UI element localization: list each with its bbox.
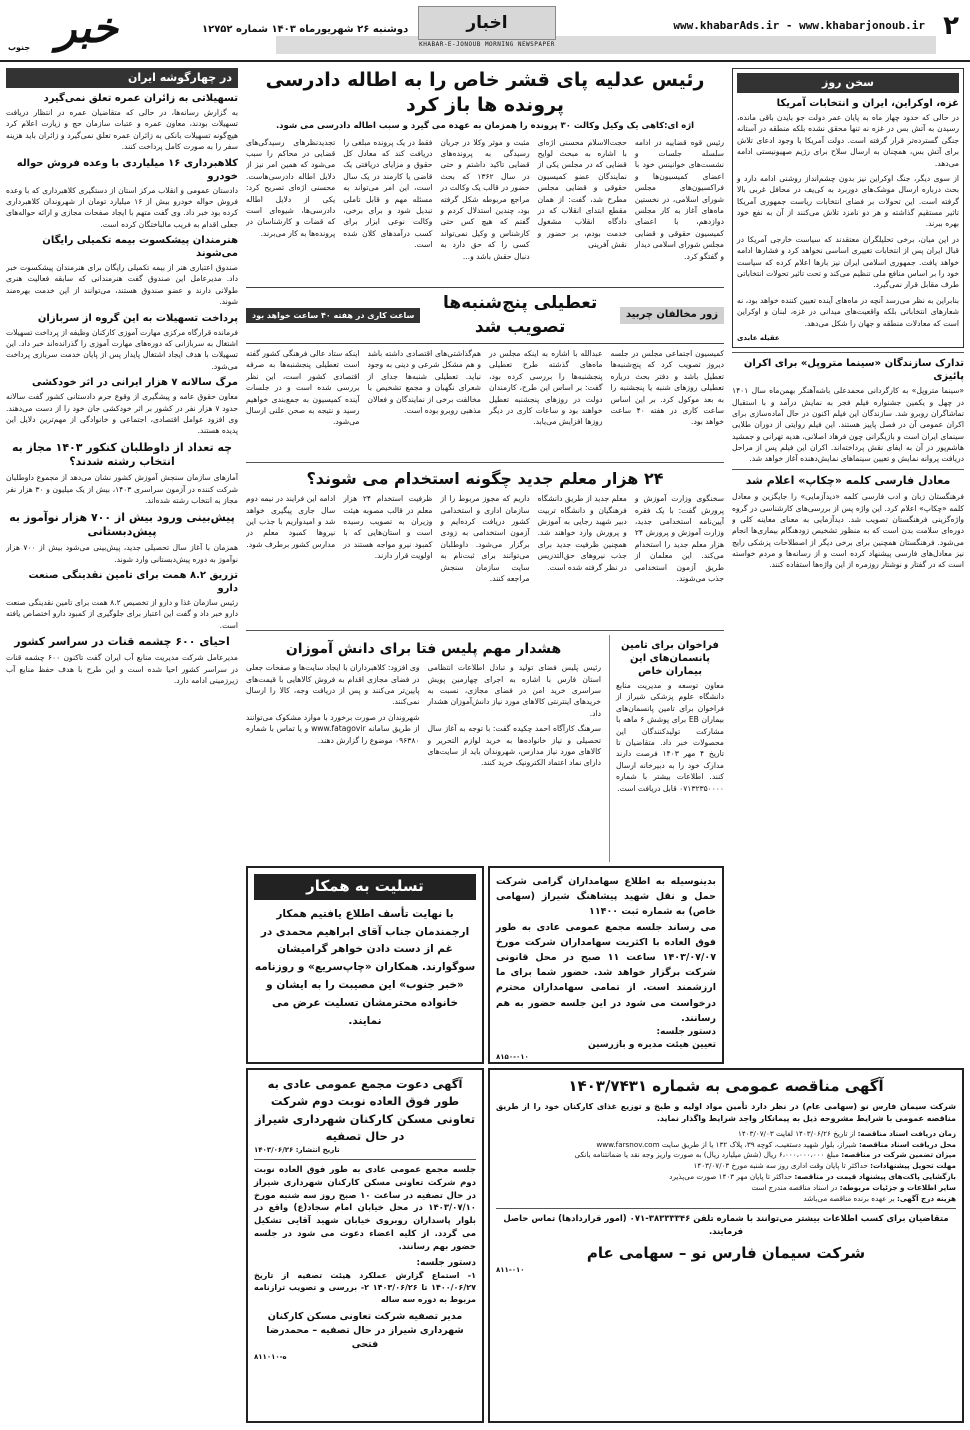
coop-title: آگهی دعوت مجمع عمومی عادی به طور فوق العاده نوبت دوم شرکت تعاونی مسکن کارکنان شهرداری شیراز در حال تصفیه xyxy=(254,1077,476,1143)
tender-row xyxy=(496,1161,956,1172)
tender-label: مهلت تحویل پیشنهادات: xyxy=(870,1161,956,1171)
article-column: مثبت و موثر وکلا در جریان رسیدگی به پرونده‌های قضایی تاکید داشتم و حتی در سال ۱۳۶۲ که بحث حضور در قالب یک وکالت در مراجع مربوطه شکل گرفته بود، چندین استدلال کردم و گفتم که هیچ کس حتی کارشناس و وکیل نمی‌تواند کسی را که حق دارد به دنبال حقش باشد و... xyxy=(440,137,530,261)
cinema-body: «سینما متروپل» به کارگردانی محمدعلی باشه‌آهنگر بهمن‌ماه سال ۱۴۰۱ در چهل و یکمین جشنواره فیلم فجر به نمایش درآمد و با استقبال تماشاگران روبرو شد. سازندگان این فیلم اکنون در حال آماده‌سازی برای اکران عمومی آن در فصل پاییز هستند. این فیلم روایتی از دوران طلایی سینمای ایران است و بازیگرانی چون فرهاد اصلانی، هدیه تهرانی و جمشید هاشم‌پور در آن به ایفای نقش پرداخته‌اند. اکران این فیلم پس از مراحل دریافت پروانه نمایش و تعیین سینماهای نمایش‌دهنده آغاز خواهد شد. xyxy=(732,386,964,464)
coop-signature: مدیر تصفیه شرکت تعاونی مسکن کارکنان شهرداری شیراز در حال تصفیه – محمدرضا فتحی xyxy=(266,1311,464,1350)
editorial-box xyxy=(732,68,964,348)
teachers-headline: ۲۴ هزار معلم جدید چگونه استخدام می شوند؟ xyxy=(306,468,664,488)
tender-title: آگهی مناقصه عمومی به شماره ۱۴۰۳/۷۴۳۱ xyxy=(568,1077,884,1095)
police-article-body xyxy=(246,662,601,842)
section-title: اخبار xyxy=(418,6,556,40)
tender-value: در اسناد مناقصه مندرج است xyxy=(751,1182,838,1192)
article-column: اینکه ستاد عالی فرهنگی کشور گفته است تعطیلی پنجشنبه‌ها به صرفه اقتصادی کشور است، این نظر بررسی شده است و در جلسات آینده کمیسیون به جمع‌بندی خواهیم رسید و نتیجه به صحن علنی ارسال می‌شود. xyxy=(246,348,360,427)
tender-row xyxy=(496,1140,956,1151)
police-article xyxy=(246,635,601,862)
news-headline: پیش‌بینی ورود بیش از ۷۰۰ هزار نوآموز به پیش‌دبستانی xyxy=(9,510,235,538)
news-body: آمارهای سازمان سنجش آموزش کشور نشان می‌دهد از مجموع داوطلبان شرکت کننده در آزمون سراسری ۱۴۰۳، بیش از یک میلیون و ۳۰ هزار نفر مجاز به انتخاب رشته شده‌اند. xyxy=(6,473,238,506)
tender-ad xyxy=(488,1068,964,1423)
editorial-label: سخن روز xyxy=(737,73,959,93)
editorial-byline: عقیله عابدی xyxy=(737,333,780,342)
tender-label: سایر اطلاعات و جزئیات مربوطه: xyxy=(839,1182,956,1192)
tender-label: میزان تضمین شرکت در مناقصه: xyxy=(841,1150,956,1160)
banner-title: تعطیلی پنج‌شنبه‌ها تصویب شد xyxy=(443,292,598,338)
article-column: کمیسیون اجتماعی مجلس در جلسه دیروز تصویب کرد که پنج‌شنبه‌ها تعطیل باشد و دفتر بحث درباره تعطیلی روزهای شنبه یا پنجشنبه را به بعد موکول کرد. بر این اساس ساعت کاری در هفته ۴۰ ساعت خواهد بود. xyxy=(610,348,724,427)
news-body: صندوق اعتباری هنر از بیمه تکمیلی رایگان برای هنرمندان پیشکسوت خبر داد. مدیرعامل این صندوق گفت هنرمندانی که سابقه فعالیت هنری طولانی دارند و عضو صندوق هستند، می‌توانند از این خدمت بهره‌مند شوند. xyxy=(6,263,238,307)
coop-agenda: ۱- استماع گزارش عملکرد هیئت تصفیه از تاریخ ۱۴۰۰/۰۶/۲۷ تا ۱۴۰۳/۰۶/۲۶ ۲- بررسی و تصویب ترازنامه مربوط به دوره سه ساله xyxy=(254,1271,476,1305)
news-headline: احیای ۶۰۰ چشمه قنات در سراسر کشور xyxy=(14,635,230,649)
article-column: داریم که مجوز مربوط را از سازمان اداری و استخدامی کشور دریافت کرده‌ایم و آزمون استخدامی به زودی برگزار می‌شود. داوطلبان می‌توانند برای ثبت‌نام به سایت سازمان سنجش مراجعه کنند. xyxy=(440,494,530,583)
editorial-headline: غزه، اوکراین، ایران و انتخابات آمریکا xyxy=(776,97,959,109)
tender-row xyxy=(496,1150,956,1161)
article-column: هم‌گذاشتی‌های اقتصادی داشته باشد و هم مشکل شرعی و دینی به وجود نیاید. تعطیلی شنبه‌ها جدای از شعرای نگهبان و مجمع تشخیص با مخالفت برخی از نمایندگان و فعالان مذهبی روبرو بوده است. xyxy=(367,348,481,415)
shareholders-title: بدینوسیله به اطلاع سهامداران گرامی شرکت حمل و نقل شهید پیشاهنگ شیراز (سهامی خاص) به شماره ثبت ۱۱۴۰۰ xyxy=(496,876,716,918)
call-box xyxy=(609,635,724,862)
logo-text: خبر xyxy=(56,3,118,52)
tender-row xyxy=(496,1129,956,1140)
page-number: ۲ xyxy=(943,11,959,41)
article-column: رئیس پلیس فضای تولید و تبادل اطلاعات انتظامی استان فارس با اشاره به اجرای چهارمین پویش سراسری خرید امن در فضای مجازی، نسبت به خریدهای اینترنتی کالاهای مورد نیاز دانش‌آموزان هشدار داد. xyxy=(427,663,601,718)
banner-note: ساعت کاری در هفته ۴۰ ساعت خواهد بود xyxy=(246,308,420,324)
article-column: حجت‌الاسلام محسنی اژه‌ای با اشاره به مبحث لوایح قضایی که در مجلس یکی از نمایندگان عضو کمیسیون حقوقی و قضایی مجلس مطرح شد، گفت: از همان مقطع ابتدای انقلاب که در دادگاه انقلاب مشغول خدمت بودم، بر حضور و نقش آفرینی xyxy=(537,137,627,250)
tender-value: شیراز، بلوار شهید دستغیب، کوچه ۳۹، پلاک ۱۳۲ یا از طریق سایت www.farsnov.com xyxy=(596,1139,857,1149)
call-headline: فراخوان برای تامین پانسمان‌های این بیماران خاص xyxy=(621,640,719,677)
news-headline: چه تعداد از داوطلبان کنکور ۱۴۰۳ مجاز به انتخاب رشته شدند؟ xyxy=(11,440,233,469)
divider xyxy=(732,469,964,470)
agenda-label: دستور جلسه: xyxy=(656,1026,716,1037)
article-column: تجدیدنظرهای رسیدگی‌های قضایی در محاکم را سبب می‌شود که همین امر نیز از دلایل اطاله دادرسی‌هاست. محسنی اژه‌ای تصریح کرد: یکی از دلایل اطاله دادرسی‌ها، شیوه‌ای است که قضات و کارشناسان در پرونده‌ها به کار می‌برند. xyxy=(246,137,336,238)
tender-value: بر عهده برنده مناقصه می‌باشد xyxy=(803,1193,895,1203)
article-column: ادامه این فرایند در نیمه دوم سال جاری پیگیری خواهد شد و امیدواریم با جذب این نیروها کمبود معلم در مدارس کشور برطرف شود. xyxy=(246,494,336,549)
coop-body: جلسه مجمع عمومی عادی به طور فوق العاده نوبت دوم شرکت تعاونی مسکن کارکنان شهرداری شیراز در حال تصفیه در ساعت ۱۰ صبح روز سه شنبه مورخ ۱۴۰۳/۰۷/۱۰ در محل خیابان امام سجاد(ع) واقع در بلوار پاسداران روبروی خیابان شهید آقایی تشکیل می گردد. از کلیه اعضاء دعوت می شود در جلسه حضور بهم رسانند. xyxy=(254,1165,476,1252)
holiday-banner xyxy=(246,287,724,344)
word-body: فرهنگستان زبان و ادب فارسی کلمه «دیدآزمایی» را جایگزین و معادل کلمه «چکاپ» اعلام کرد. این واژه پس از بررسی‌های کارشناسی در گروه واژه‌گزینی فرهنگستان تصویب شد. دیدآزمایی به معنای معاینه کلی و دوره‌ای سلامت بدن است که به منظور تشخیص زودهنگام بیماری‌ها انجام می‌شود. فرهنگستان همچنین برای برخی دیگر از اصطلاحات پزشکی رایج نیز معادل‌های فارسی پیشنهاد کرده است و از رسانه‌ها و مردم خواسته است که در گفتار و نوشتار روزمره از این واژه‌ها استفاده کنند. xyxy=(732,492,964,570)
news-headline: پرداخت تسهیلات به این گروه از سربازان xyxy=(37,312,238,324)
police-section xyxy=(246,630,724,862)
article-column: شهروندان در صورت برخورد با موارد مشکوک می‌توانند از طریق سامانه www.fatagovir و یا تماس با شماره ۰۹۶۳۸۰ موضوع را گزارش دهند. xyxy=(246,712,420,745)
news-body: دادستان عمومی و انقلاب مرکز استان از دستگیری کلاهبرداری که با وعده فروش حواله خودرو بیش از ۱۶ میلیارد تومان از شهروندان کلاهبرداری کرده بود خبر داد. وی گفت متهم با ایجاد صفحات مجازی و ارائه حواله‌های جعلی اقدام به فریب مالباختگان کرده است. xyxy=(6,185,238,229)
agenda-item: تعیین هیئت مدیره و بازرسین xyxy=(588,1039,716,1050)
divider xyxy=(246,462,724,463)
ad-code: ۸۱۵۰-۰۱۰ xyxy=(496,1052,529,1061)
tender-label: هزینه درج آگهی: xyxy=(897,1193,956,1203)
article-column: ظرفیت استخدام ۲۴ هزار معلم در قالب مصوبه هیئت وزیران به تصویب رسیده است و استان‌هایی که با کمبود نیرو مواجه هستند در اولویت قرار دارند. xyxy=(343,494,433,561)
police-headline: هشدار مهم پلیس فتا برای دانش آموزان xyxy=(285,641,562,657)
holiday-article-body xyxy=(246,348,724,458)
tender-intro: شرکت سیمان فارس نو (سهامی عام) در نظر دارد تأمین مواد اولیه و طبخ و توزیع غذای کارکنان خود را از طریق مناقصه عمومی با شرایط مشروحه ذیل به پیمانکار واجد شرایط واگذار نماید. xyxy=(496,1101,956,1123)
newspaper-logo xyxy=(6,4,118,56)
tender-value: از تاریخ ۱۴۰۳/۰۶/۲۶ لغایت ۱۴۰۳/۰۷/۰۳ xyxy=(737,1128,856,1138)
masthead xyxy=(0,0,970,62)
left-column xyxy=(6,68,238,1423)
issue-info: دوشنبه ۲۶ شهریورماه ۱۴۰۳ شماره ۱۲۷۵۲ xyxy=(202,24,409,35)
tender-row xyxy=(496,1194,956,1205)
divider xyxy=(496,1208,956,1209)
main-lead: اژه ای:کاهی یک وکیل وکالت ۳۰ پرونده را همزمان به عهده می گیرد و سبب اطاله دادرسی می شود. xyxy=(275,121,695,132)
word-headline: معادل فارسی کلمه «چکاپ» اعلام شد xyxy=(745,473,951,487)
main-headline: رئیس عدلیه پای قشر خاص را به اطاله دادرسی پرونده ها باز کرد xyxy=(265,69,705,116)
article-column: سخنگوی وزارت آموزش و پرورش گفت: با یک فقره آیین‌نامه استخدامی جدید، وزارت آموزش و پرورش ۲۴ هزار معلم جدید را استخدام می‌کند. این معلمان از طریق آزمون استخدامی جذب می‌شوند. xyxy=(634,494,724,583)
ad-code: ۸۱۱ه-۰۱۰ xyxy=(254,1352,287,1361)
editorial-paragraph: از سوی دیگر، جنگ اوکراین نیز بدون چشم‌انداز روشنی ادامه دارد و بحث درباره ارسال موشک‌های دوربرد به کی‌یف در محافل غربی بالا گرفته است. این تحولات بر فضای انتخابات ریاست جمهوری آمریکا تاثیر مستقیم گذاشته و هر دو نامزد تلاش می‌کنند از آن به نفع خود بهره ببرند. xyxy=(737,173,959,229)
ad-code: ۸۱۱-۰۱۰ xyxy=(496,1265,525,1274)
news-body: همزمان با آغاز سال تحصیلی جدید، پیش‌بینی می‌شود بیش از ۷۰۰ هزار نوآموز به دوره پیش‌دبستانی وارد شوند. xyxy=(6,543,238,564)
regional-news-header: در چهارگوشه ایران xyxy=(6,68,238,88)
news-body: فرمانده قرارگاه مرکزی مهارت آموزی کارکنان وظیفه از پرداخت تسهیلات اشتغال به سربازانی که دوره‌های مهارت آموزی را گذرانده‌اند خبر داد. این تسهیلات با هدف ایجاد اشتغال پایدار پس از پایان خدمت سربازی پرداخت می‌شود. xyxy=(6,327,238,371)
article-column: فقط در یک پرونده مبلغی را دریافت کند که معادل کل حقوق و مزایای دریافتی یک قاضی یا کارمند در یک سال است، این امر می‌تواند به مسئله مهم و قابل تاملی تبدیل شود و برای برخی، وکالت نوعی ابزار برای کسب درآمدهای کلان شده است. xyxy=(343,137,433,250)
tender-value: حداکثر تا پایان وقت اداری روز سه شنبه مورخ ۱۴۰۳/۰۷/۰۳ xyxy=(693,1161,868,1171)
news-headline: کلاهبرداری ۱۶ میلیاردی با وعده فروش حواله خودرو xyxy=(16,157,238,182)
news-body: معاون حقوق عامه و پیشگیری از وقوع جرم دادستانی کشور گفت سالانه حدود ۷ هزار نفر در کشور بر اثر خودکشی جان خود را از دست می‌دهند. وی افزود عوامل اقتصادی، اجتماعی و خانوادگی از مهم‌ترین دلایل این پدیده هستند. xyxy=(6,392,238,436)
article-column: وی افزود: کلاهبرداران با ایجاد سایت‌ها و صفحات جعلی در فضای مجازی اقدام به فروش کالاهایی با قیمت‌های پایین‌تر می‌کنند و پس از دریافت وجه، کالا را ارسال نمی‌کنند. xyxy=(246,663,420,707)
coop-date: تاریخ انتشار: ۱۴۰۳/۰۶/۲۶ xyxy=(254,1146,340,1154)
condolence-title: تسلیت به همکار xyxy=(254,874,476,900)
cinema-headline: تدارک سازندگان «سینما متروپل» برای اکران پائیزی xyxy=(743,358,964,383)
tender-value: حداکثر تا پایان مهر ۱۴۰۳ صورت می‌پذیرد xyxy=(669,1171,793,1181)
header-bar xyxy=(276,36,936,54)
tender-label: بازگشایی پاکت‌های پیشنهاد قیمت در مناقصه: xyxy=(794,1171,956,1181)
tender-details xyxy=(496,1129,956,1205)
news-body: به گزارش رسانه‌ها، در حالی که متقاضیان عمره در انتظار دریافت تسهیلات بودند، معاون عمره و عتبات سازمان حج و زیارت اعلام کرد هیچ‌گونه تسهیلات بانکی به زائران عمره تعلق نمی‌گیرد و زائران باید هزینه سفر را به صورت کامل پرداخت کنند. xyxy=(6,107,238,152)
article-column: معلم جدید از طریق دانشگاه فرهنگیان و دانشگاه تربیت دبیر شهید رجایی به آموزش و پرورش وارد خواهند شد. همچنین ظرفیت جدید برای جذب نیروهای حق‌التدریس در نظر گرفته شده است. xyxy=(537,494,627,572)
tender-row xyxy=(496,1183,956,1194)
article-column: سرهنگ کارآگاه احمد چکیده گفت: با توجه به آغاز سال تحصیلی و نیاز خانواده‌ها به خرید لوازم التحریر و کالاهای مورد نیاز مدارس، شهروندان باید از سایت‌های دارای نماد اعتماد الکترونیک خرید کنند. xyxy=(427,724,601,768)
agenda-label: دستور جلسه: xyxy=(416,1258,476,1269)
english-subtitle: KHABAR-E-JONOUB MORNING NEWSPAPER xyxy=(419,41,555,48)
news-body: رئیس سازمان غذا و دارو از تخصیص ۸.۲ همت برای تامین نقدینگی صنعت دارو خبر داد و گفت این اعتبار برای جلوگیری از کمبود دارو اختصاص یافته است. xyxy=(6,597,238,630)
main-article-body xyxy=(246,137,724,287)
tender-label: زمان دریافت اسناد مناقصه: xyxy=(857,1128,956,1138)
news-headline: تسهیلاتی به زائران عمره تعلق نمی‌گیرد xyxy=(43,92,238,104)
tender-company: شرکت سیمان فارس نو – سهامی عام xyxy=(586,1243,866,1262)
editorial-paragraph: در حالی که حدود چهار ماه به پایان عمر دولت جو بایدن باقی مانده، رسیدن به آتش بس در غزه نه تنها محقق نشده بلکه منطقه در آستانه جنگی گسترده‌تر قرار گرفته است. دولت آمریکا با وجود ادعای تلاش برای آتش بس، همچنان به ارسال سلاح برای رژیم صهیونیستی ادامه می‌دهد. xyxy=(737,112,959,168)
news-body: مدیرعامل شرکت مدیریت منابع آب ایران گفت تاکنون ۶۰۰ چشمه قنات در سراسر کشور احیا شده است و این طرح با هدف حفظ منابع آب زیرزمینی ادامه دارد. xyxy=(6,653,238,686)
tender-label: محل دریافت اسناد مناقصه: xyxy=(858,1139,956,1149)
news-headline: مرگ سالانه ۷ هزار ایرانی در اثر خودکشی xyxy=(31,377,238,389)
divider xyxy=(732,352,964,353)
coop-ad xyxy=(246,1068,484,1423)
call-body: معاون توسعه و مدیریت منابع دانشگاه علوم پزشکی شیراز از فراخوان برای تامین پانسمان‌های بیماران EB برای پوشش ۶ ماهه با مشارکت تولیدکنندگان این محصولات خبر داد. متقاضیان تا تاریخ ۴ مهر ۱۴۰۳ فرصت دارند مدارک خود را به دبیرخانه ارسال کنند. اطلاعات بیشتر با شماره ۰۷۱۳۲۳۵۰۰۰۰ قابل دریافت است. xyxy=(616,681,724,793)
editorial-paragraph: در این میان، برخی تحلیلگران معتقدند که سیاست خارجی آمریکا در قبال ایران پس از انتخابات تغییری اساسی نخواهد کرد و فشارها ادامه خواهد یافت. جمهوری اسلامی ایران نیز بارها اعلام کرده که سیاست خود را بر اساس منافع ملی تنظیم می‌کند و تحت تاثیر تحولات انتخاباتی طرف مقابل قرار نمی‌گیرد. xyxy=(737,234,959,290)
editorial-paragraph: بنابراین به نظر می‌رسد آنچه در ماه‌های آینده تعیین کننده خواهد بود، نه شعارهای انتخاباتی بلکه واقعیت‌های میدانی در غزه، لبنان و اوکراین است که معادلات منطقه و جهان را شکل می‌دهد. xyxy=(737,295,959,328)
center-top xyxy=(246,68,724,628)
site-url[interactable]: www.khabarAds.ir - www.khabarjonoub.ir xyxy=(673,19,925,32)
news-headline: هنرمندان پیشکسوت بیمه تکمیلی رایگان می‌شوند xyxy=(42,235,238,260)
condolence-body: با نهایت تأسف اطلاع یافتیم همکار ارجمندمان جناب آقای ابراهیم محمدی در غم از دست دادن خواهر گرامیشان سوگوارند. همکاران «چاپ‌سریع» و روزنامه «خبر جنوب» این مصیبت را به ایشان و خانواده محترمشان تسلیت عرض می نمایند. xyxy=(254,907,476,1027)
logo-sub: جنوب xyxy=(8,43,31,53)
divider xyxy=(254,1159,476,1160)
news-headline: تزریق ۸.۲ همت برای تامین نقدینگی صنعت دارو xyxy=(28,569,238,594)
article-column: رئیس قوه قضاییه در ادامه سلسله جلسات و نشست‌های خوانینس خود با اعضای کمیسیون‌ها و فراکسیون‌های مجلس شورای اسلامی، در نخستین ماه‌های آغاز به کار مجلس دوازدهم، با اعضای کمیسیون حقوقی و قضایی مجلس شورای اسلامی دیدار و گفتگو کرد. xyxy=(634,137,724,261)
tender-contact: متقاضیان برای کسب اطلاعات بیشتر می‌توانند با شماره تلفن ۳۸۳۳۳۳۴۶-۰۷۱ (امور قراردادها) تماس حاصل فرمایند. xyxy=(503,1214,949,1238)
article-column: عبدالله با اشاره به اینکه مجلس در ماه‌های گذشته طرح تعطیلی پنجشنبه‌ها را بررسی کرده بود، گفت: بر اساس این طرح، کارمندان دولت در روزهای پنجشنبه تعطیل خواهند بود و ساعات کاری در دیگر روزها افزایش می‌یابد. xyxy=(489,348,603,427)
shareholders-ad xyxy=(488,866,724,1064)
banner-tag: زور مخالفان چربید xyxy=(620,307,724,324)
shareholders-body: می رساند جلسه مجمع عمومی عادی به طور فوق العاده با اکثریت سهامداران شرکت مورخ ۱۴۰۳/۰۷/۰۷ ساعت ۱۱ صبح در محل قانونی شرکت برگزار خواهد شد. حضور شما برای ما ارزشمند است. از تمامی سهامداران محترم درخواست می شود در این جلسه حضور به هم رسانند. xyxy=(496,921,716,1024)
teachers-article-body xyxy=(246,493,724,613)
condolence-ad xyxy=(246,866,484,1064)
tender-value: مبلغ ۶،۰۰۰،۰۰۰،۰۰۰ ریال (شش میلیارد ریال) به صورت واریز وجه نقد یا ضمانتنامه بانکی xyxy=(574,1150,839,1160)
tender-row xyxy=(496,1172,956,1183)
